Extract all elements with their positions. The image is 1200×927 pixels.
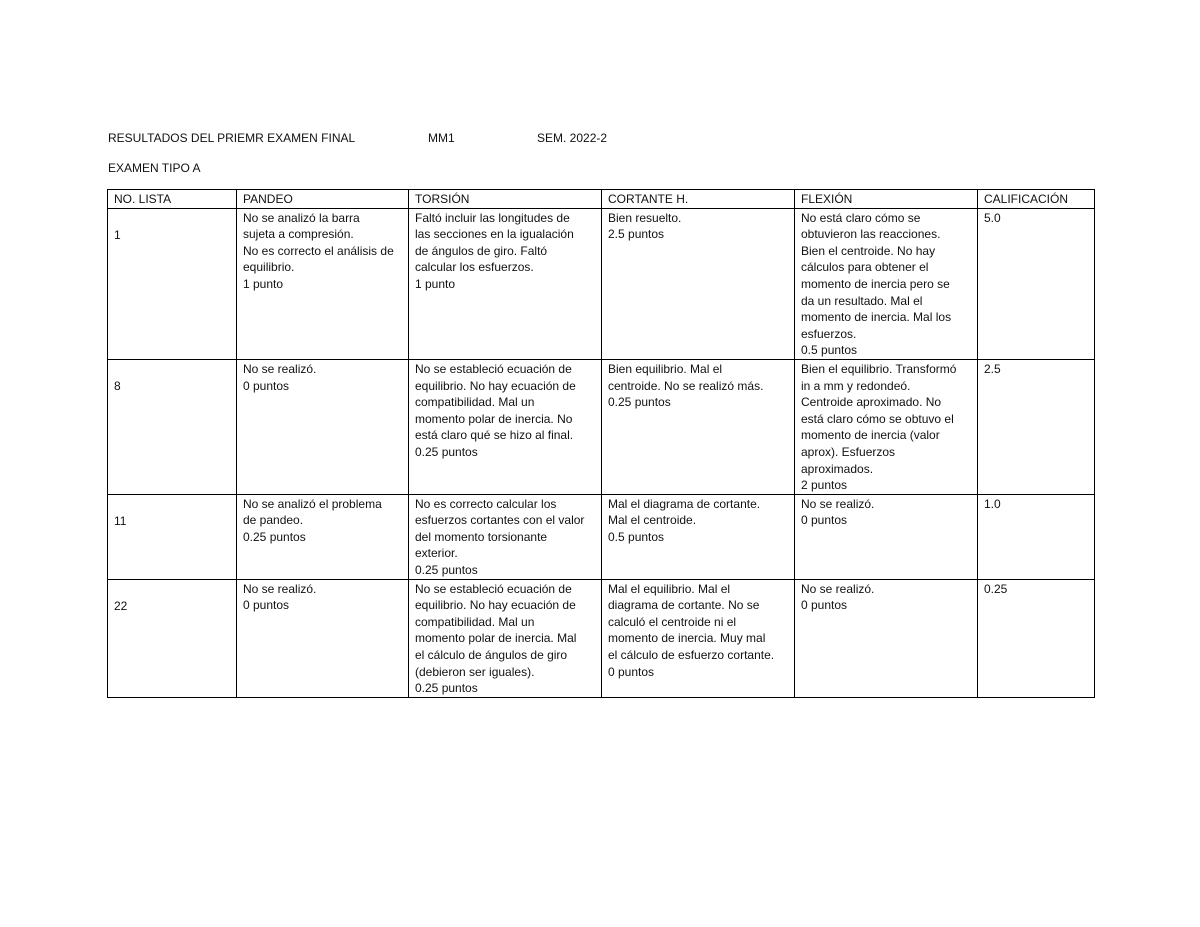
cell-text-line: in a mm y redondeó. — [801, 378, 911, 393]
table-row — [108, 208, 1095, 359]
cell-text-line: momento de inercia. Mal los — [801, 310, 952, 325]
cell-text-line: 0.25 puntos — [608, 395, 671, 410]
cell-text-line: Bien equilibrio. Mal el — [608, 361, 723, 376]
cell-pandeo — [237, 208, 409, 359]
cell-pandeo — [237, 579, 409, 697]
cell-pandeo — [237, 494, 409, 579]
cell-text-line: compatibilidad. Mal un — [415, 614, 535, 629]
column-header-torsion: TORSIÓN — [409, 190, 602, 209]
cell-text-line: 2.5 puntos — [608, 227, 665, 242]
document-title: RESULTADOS DEL PRIEMR EXAMEN FINAL — [108, 131, 356, 145]
cell-text-line: Mal el diagrama de cortante. — [608, 496, 761, 511]
cell-text-line: Faltó incluir las longitudes de — [415, 210, 570, 225]
cell-text-line: equilibrio. — [243, 260, 295, 275]
cell-text-line: exterior. — [415, 546, 458, 561]
cell-text-line: momento polar de inercia. No — [415, 411, 573, 426]
cell-text-line: compatibilidad. Mal un — [415, 395, 535, 410]
cell-calificacion: 5.0 — [978, 208, 1095, 359]
lista-number: 8 — [114, 378, 121, 393]
cell-text-line: Mal el centroide. — [608, 513, 697, 528]
cell-text-line: diagrama de cortante. No se — [608, 598, 760, 613]
cell-torsion — [409, 208, 602, 359]
cell-flexion — [795, 579, 978, 697]
cell-text-line: esfuerzos cortantes con el valor — [415, 513, 585, 528]
cell-text-line: 1 punto — [415, 276, 456, 291]
cell-text-line: está claro qué se hizo al final. — [415, 428, 574, 443]
cell-text-line: de pandeo. — [243, 513, 304, 528]
cell-flexion — [795, 359, 978, 494]
cell-text-line: equilibrio. No hay ecuación de — [415, 598, 576, 613]
cell-text-line: 0.25 puntos — [243, 529, 306, 544]
cell-text-line: 0 puntos — [608, 664, 655, 679]
cell-cortante — [602, 359, 795, 494]
column-header-lista: NO. LISTA — [108, 190, 237, 209]
cell-text-line: No se realizó. — [801, 496, 875, 511]
cell-flexion — [795, 208, 978, 359]
cell-text-line: 0 puntos — [801, 513, 848, 528]
cell-torsion — [409, 359, 602, 494]
exam-type-label: EXAMEN TIPO A — [108, 161, 201, 175]
cell-text-line: aprox). Esfuerzos — [801, 444, 896, 459]
cell-text-line: 0.5 puntos — [608, 529, 665, 544]
cell-text-line: de ángulos de giro. Faltó — [415, 243, 548, 258]
results-table — [107, 189, 1095, 698]
lista-number: 11 — [114, 513, 127, 528]
cell-text-line: Mal el equilibrio. Mal el — [608, 581, 731, 596]
cell-lista — [108, 494, 237, 579]
cell-text-line: 0.25 puntos — [415, 444, 478, 459]
cell-text-line: No se realizó. — [243, 361, 317, 376]
cell-text-line: momento de inercia. Muy mal — [608, 631, 766, 646]
lista-number: 1 — [114, 227, 121, 242]
cell-text-line: 2 puntos — [801, 478, 848, 493]
table-row — [108, 494, 1095, 579]
table-row — [108, 359, 1095, 494]
lista-number: 22 — [114, 598, 128, 613]
cell-text-line: No se realizó. — [243, 581, 317, 596]
column-header-pandeo: PANDEO — [237, 190, 409, 209]
cell-cortante — [602, 208, 795, 359]
cell-text-line: sujeta a compresión. — [243, 227, 354, 242]
cell-text-line: momento de inercia (valor — [801, 428, 940, 443]
cell-text-line: centroide. No se realizó más. — [608, 378, 764, 393]
cell-text-line: No está claro cómo se — [801, 210, 921, 225]
column-header-flexion: FLEXIÓN — [795, 190, 978, 209]
cell-text-line: 0.25 puntos — [415, 681, 478, 696]
cell-text-line: esfuerzos. — [801, 326, 857, 341]
cell-text-line: 0.5 puntos — [801, 343, 858, 358]
cell-calificacion: 1.0 — [978, 494, 1095, 579]
cell-text-line: No se estableció ecuación de — [415, 581, 572, 596]
column-header-cortante: CORTANTE H. — [602, 190, 795, 209]
cell-text-line: Bien el equilibrio. Transformó — [801, 361, 957, 376]
cell-text-line: 1 punto — [243, 276, 284, 291]
cell-text-line: No se realizó. — [801, 581, 875, 596]
cell-text-line: momento de inercia pero se — [801, 276, 950, 291]
cell-text-line: aproximados. — [801, 461, 874, 476]
cell-pandeo — [237, 359, 409, 494]
cell-text-line: No se analizó la barra — [243, 210, 360, 225]
cell-text-line: el cálculo de ángulos de giro — [415, 648, 568, 663]
cell-text-line: 0 puntos — [243, 378, 290, 393]
cell-text-line: No se analizó el problema — [243, 496, 382, 511]
cell-cortante — [602, 494, 795, 579]
cell-torsion — [409, 494, 602, 579]
cell-lista — [108, 359, 237, 494]
cell-text-line: calcular los esfuerzos. — [415, 260, 534, 275]
cell-text-line: da un resultado. Mal el — [801, 293, 923, 308]
table-body — [108, 208, 1095, 697]
cell-text-line: No se estableció ecuación de — [415, 361, 572, 376]
cell-text-line: está claro cómo se obtuvo el — [801, 411, 954, 426]
cell-calificacion: 0.25 — [978, 579, 1095, 697]
cell-text-line: el cálculo de esfuerzo cortante. — [608, 648, 775, 663]
course-code: MM1 — [428, 131, 455, 145]
cell-text-line: 0 puntos — [243, 598, 290, 613]
cell-calificacion: 2.5 — [978, 359, 1095, 494]
cell-flexion — [795, 494, 978, 579]
cell-text-line: cálculos para obtener el — [801, 260, 929, 275]
cell-text-line: No es correcto calcular los — [415, 496, 557, 511]
table-header-row — [108, 190, 1095, 209]
cell-text-line: Bien el centroide. No hay — [801, 243, 936, 258]
cell-text-line: equilibrio. No hay ecuación de — [415, 378, 576, 393]
cell-cortante — [602, 579, 795, 697]
cell-text-line: 0.25 puntos — [415, 563, 478, 578]
table-row — [108, 579, 1095, 697]
column-header-calificacion: CALIFICACIÓN — [978, 190, 1095, 209]
cell-text-line: 0 puntos — [801, 598, 848, 613]
cell-text-line: las secciones en la igualación — [415, 227, 574, 242]
cell-lista — [108, 579, 237, 697]
cell-text-line: calculó el centroide ni el — [608, 614, 737, 629]
cell-text-line: (debieron ser iguales). — [415, 664, 535, 679]
cell-text-line: obtuvieron las reacciones. — [801, 227, 941, 242]
cell-lista — [108, 208, 237, 359]
cell-text-line: Centroide aproximado. No — [801, 395, 942, 410]
semester-label: SEM. 2022-2 — [537, 131, 608, 145]
cell-torsion — [409, 579, 602, 697]
cell-text-line: del momento torsionante — [415, 529, 548, 544]
cell-text-line: Bien resuelto. — [608, 210, 682, 225]
cell-text-line: momento polar de inercia. Mal — [415, 631, 577, 646]
cell-text-line: No es correcto el análisis de — [243, 243, 394, 258]
